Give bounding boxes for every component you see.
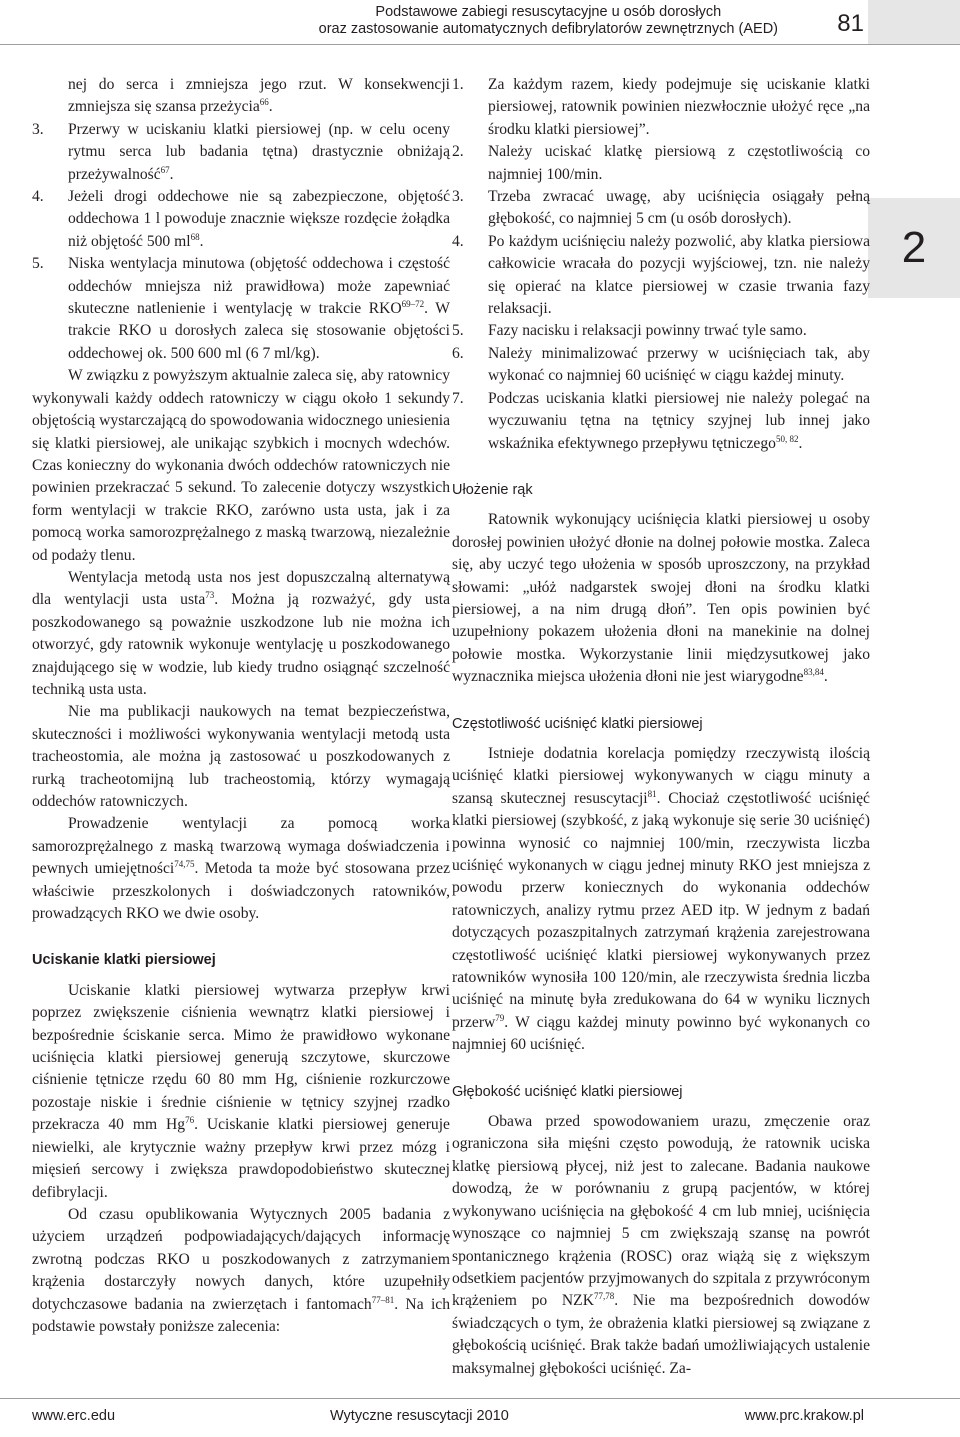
paragraph: Uciskanie klatki piersiowej wytwarza przepływ krwi poprzez zwiększenie ciśnienia wewnątrz klatki piersiowej i bezpośrednie ściskanie serca. Mimo że prawidłowo wykonane uciśnięcia klatki piersiowej generują szczytowe, skurczowe ciśnienie tętnicze rzędu 60 80 mm Hg, ciśnienie rozkurczowe pozostaje niskie i średnie ciśnienie w tętnicy szyjnej rzadko przekracza 40 mm Hg$^{76}$. Uciskanie klatki piersiowej generuje niewielki, ale krytycznie ważny przepływ krwi przez mózg i mięsień sercowy i zwiększa prawdopodobieństwo skutecznej defibrylacji. [32,981,450,1201]
header-rule [0,44,960,45]
footer-link-prc[interactable]: www.prc.krakow.pl [744,1408,864,1424]
paragraph: Istnieje dodatnia korelacja pomiędzy rzeczywistą ilością uciśnięć klatki piersiowej wykonywanych w ciągu minuty a szansą skutecznej resuscytacji$^{81}$. Chociaż częstotliwość uciśnięć klatki piersiowej (szybkość, z jaką wykonuje się serie 30 uciśnięć) powinna wynosić co najmniej 100/min, rzeczywista liczba uciśnięć wykonanych w ciągu jednej minuty RKO jest mniejsza z powodu przerw koniecznych do wykonania oddechów ratowniczych, analizy rytmu przez AED itp. W jednym z badań dotyczących pozaszpitalnych zatrzymań krążenia zarejestrowana częstotliwość uciśnięć klatki piersiowej wykonywanych przez ratowników wynosiła 100 120/min, ale rzeczywista średnia liczba uciśnięć na minutę była zredukowana do 64 w wyniku licznych przerw$^{79}$. W ciągu każdej minuty powinno być wykonanych co najmniej 60 uciśnięć. [452,744,870,1054]
list-item: 4. Jeżeli drogi oddechowe nie są zabezpieczone, objętość oddechowa 1 l powoduje znacznie większe rozdęcie żołądka niż objętość 500 $ml^{68}$. [32,188,450,250]
paragraph: Od czasu opublikowania Wytycznych 2005 badania z użyciem urządzeń podpowiadających/dających informację zwrotną podczas RKO u poszkodowanych z zatrzymaniem krążenia dostarczyły nowych danych, które uzupełniły dotychczasowe badania na zwierzętach i fantomach$^{77-81}$. Na ich podstawie powstały poniższe zalecenia: [32,1205,450,1335]
list-item: 3. Przerwy w uciskaniu klatki piersiowej (np. w celu oceny rytmu serca lub badania tętna) drastycznie obniżają przeżywalność$^{67}$. [32,120,450,183]
list-item: 1. Za każdym razem, kiedy podejmuje się uciskanie klatki piersiowej, ratownik powinien niezwłocznie ułożyć ręce „na środku klatki piersiowej”. [452,76,870,138]
list-item: 3. Trzeba zwracać uwagę, aby uciśnięcia osiągały pełną głębokość, co najmniej 5 cm (u osób dorosłych). [452,188,870,228]
paragraph: Obawa przed spowodowaniem urazu, zmęczenie oraz ograniczona siła mięśni często powodują, że ratownik uciska klatkę piersiową płycej, niż jest to zalecane. Badania naukowe dowodzą, że w porównaniu z grupą pacjentów, w której wykonywano uciśnięcia na głębokość 4 cm lub mniej, uciśnięcia wynoszące co najmniej 5 cm zwiększają szansę na powrót spontanicznego krążenia (ROSC) oraz wiążą się z większym odsetkiem pacjentów przyjmowanych do szpitala z przywróconym krążeniem po NZK$^{77,78}$. Nie ma bezpośrednich dowodów świadczących o tym, że obrażenia klatki piersiowej są związane z głębokością uciśnięć. Brak także badań umożliwiających ustalenie maksymalnej głębokości uciśnięć. Za- [452,1113,871,1377]
left-numbered-list [32,119,450,365]
list-item: 6. Należy minimalizować przerwy w uciśnięciach tak, aby wykonać co najmniej 60 uciśnięć w ciągu każdej minuty. [452,344,870,385]
list-item: 2. Należy uciskać klatkę piersiową z częstotliwością co najmniej 100/min. [452,143,870,183]
footer-title: Wytyczne resuscytacji 2010 [330,1408,509,1424]
page-header [0,0,960,44]
paragraph: Prowadzenie wentylacji za pomocą worka samorozprężalnego z maską twarzową wymaga doświadczenia i pewnych umiejętności$^{74,75}$. Metoda ta może być stosowana przez właściwie przeszkolonych i doświadczonych ratowników, prowadzących RKO we dwie osoby. [32,815,450,923]
left-column [32,74,450,1338]
page-number: 81 [837,10,864,37]
paragraph: Wentylacja metodą usta nos jest dopuszczalną alternatywą dla wentylacji usta usta$^{73}$. Można ją rozważyć, gdy usta poszkodowanego są poważnie uszkodzone lub nie można ich otworzyć, gdy ratownik wykonuje wentylację u poszkodowanego znajdującego się w wodzie, lub kiedy trudno osiągnąć szczelność techniką usta usta. [32,568,450,698]
recommendations-list [452,74,870,455]
page-number-box [868,0,960,44]
subsection-heading: Ułożenie rąk [452,481,533,498]
list-item: 4. Po każdym uciśnięciu należy pozwolić, aby klatka piersiowa całkowicie wracała do pozycji wyjściowej, tzn. nie należy się opierać na klatce piersiowej w czasie trwania fazy relaksacji. [452,232,870,318]
footer-link-erc[interactable]: www.erc.edu [32,1408,116,1424]
list-item: 5. Fazy nacisku i relaksacji powinny trwać tyle samo. [452,322,807,340]
subsection-heading: Częstotliwość uciśnięć klatki piersiowej [452,715,703,732]
paragraph: W związku z powyższym aktualnie zaleca się, aby ratownicy wykonywali każdy oddech ratowniczy w ciągu około 1 sekundy objętością wystarczającą do spowodowania widocznego uniesienia się klatki piersiowej, ale unikając szybkich i mocnych wdechów. Czas konieczny do wykonania dwóch oddechów ratowniczych nie powinien przekraczać 5 sekund. To zalecenie dotyczy wszystkich form wentylacji w trakcie RKO, zarówno usta usta, jak i za pomocą worka samorozprężalnego z maską twarzową, niezależnie od podaży tlenu. [32,367,450,564]
section-heading: Uciskanie klatki piersiowej [32,952,216,969]
right-column [452,74,870,1380]
paragraph: Ratownik wykonujący uciśnięcia klatki piersiowej u osoby dorosłej powinien ułożyć dłonie na dolnej połowie mostka. Zaleca się, aby uczyć tego ułożenia w sposób uproszczony, na przykład słowami: „ułóż nadgarstek swojej dłoni na środku klatki piersiowej, a na nim drugą dłoń”. Ten opis powinien być uzupełniony pokazem ułożenia dłoni na manekinie na dolnej połowie mostka. Wykorzystanie linii międzysutkowej jako wyznacznika miejsca ułożenia dłoni nie jest wiarygodne$^{83,84}$. [452,511,870,686]
list-item: 5. Niska wentylacja minutowa (objętość oddechowa i częstość oddechów mniejsza niż prawidłowa) może zapewniać skuteczne natlenienie i wentylację w trakcie RKO$^{69-72}$. W trakcie RKO u dorosłych zaleca się stosowanie objętości oddechowej ok. 500 600 ml (6 7 ml/kg). [32,255,451,362]
running-title-line1: Podstawowe zabiegi resuscytacyjne u osób dorosłych [375,4,722,20]
list-continuation: nej do serca i zmniejsza jego rzut. W konsekwencji zmniejsza się szansa przeżycia$^{66}$. [68,76,450,116]
footer-rule [0,1398,960,1399]
paragraph: Nie ma publikacji naukowych na temat bezpieczeństwa, skuteczności i możliwości wykonywania wentylacji metodą usta tracheostomia, ale można ją zastosować u poszkodowanych z rurką tracheotomijną lub tracheostomią, którzy wymagają oddechów ratowniczych. [32,703,450,810]
running-title [319,4,778,37]
running-title-line2: oraz zastosowanie automatycznych defibrylatorów zewnętrznych (AED) [318,20,778,37]
chapter-tab: 2 [868,198,960,298]
list-item: 7. Podczas uciskania klatki piersiowej nie należy polegać na wyczuwaniu tętna na tętnicy szyjnej lub innej jako wskaźnika efektywnego przepływu tętniczego$^{50, 82}$. [452,389,870,452]
subsection-heading: Głębokość uciśnięć klatki piersiowej [452,1083,683,1100]
